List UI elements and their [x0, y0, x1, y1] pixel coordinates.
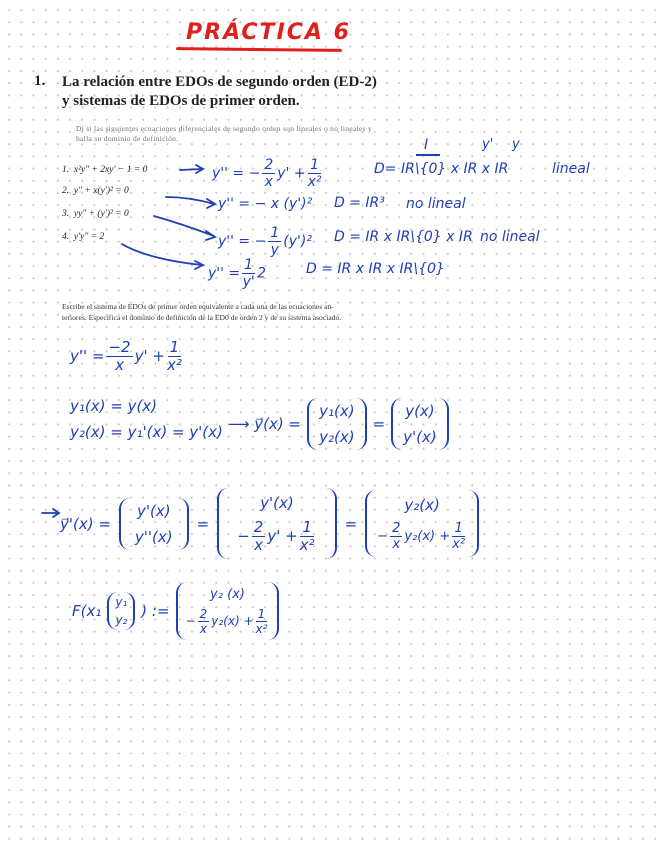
- col-header-i: I: [424, 137, 429, 153]
- annotation-1-domain: D= IR\{0} x IR x IR: [374, 161, 509, 177]
- col-header-y: y: [512, 137, 520, 152]
- annotation-2-domain: D = IR³: [334, 195, 385, 211]
- equation-2: 2. y″ + x(y′)² = 0: [62, 186, 129, 196]
- arrow-3: [154, 216, 214, 236]
- annotation-3-tag: no lineal: [480, 229, 540, 245]
- faded-line2: halla su dominio de definición.: [76, 134, 179, 143]
- equation-4: 4. y′y″ = 2: [62, 232, 105, 242]
- arrow-1: [180, 169, 202, 170]
- vector-b: y(x) y'(x): [391, 398, 449, 450]
- work-derivative: y⃗'(x) = y'(x) y''(x) = y'(x) − $\frac{2}{x}$ y' + $\frac{1}{\text{x²}}$ = y₂(x) − $\frac{2}{x}$ y₂(x) + $\frac{1}{\text{x²}}$: [60, 488, 479, 559]
- work-F-definition: F(x₁ y₁ y₂ ) := y₂ (x) − $\frac{2}{x}$ y₂(x) + $\frac{1}{\text{x²}}$: [72, 582, 279, 640]
- work-y2-def: y₂(x) = y₁'(x) = y'(x): [70, 423, 223, 441]
- work-y1-def: y₁(x) = y(x): [70, 397, 158, 415]
- instructions-line1: Escribe el sistema de EDOs de primer orden equivalente a cada una de las ecuaciones an-: [62, 302, 334, 311]
- page-title: PRÁCTICA 6: [186, 20, 351, 45]
- annotation-4-domain: D = IR x IR x IR\{0}: [306, 261, 445, 277]
- arrow-4: [122, 244, 202, 265]
- annotation-3-eq: y'' = − $\frac{1}{y}$ (y')²: [218, 225, 312, 258]
- F-args: y₁ y₂: [107, 592, 135, 630]
- derivative-c: y₂(x) − $\frac{2}{x}$ y₂(x) + $\frac{1}{\text{x²}}$: [365, 490, 479, 557]
- work-vector: ⟶ y⃗(x) = y₁(x) y₂(x) = y(x) y'(x): [228, 398, 449, 450]
- instructions-line2: teriores. Especifica el dominio de definición de la ED0 de orden 2 y de su sistema asociado.: [62, 313, 342, 322]
- F-result: y₂ (x) − $\frac{2}{x}$ y₂(x) + $\frac{1}{\text{x²}}$: [176, 582, 280, 640]
- question-number: 1.: [34, 73, 46, 89]
- col-header-y1: y': [482, 137, 494, 152]
- annotation-2-eq: y'' = − x (y')²: [218, 196, 313, 212]
- derivative-b: y'(x) − $\frac{2}{x}$ y' + $\frac{1}{\text{x²}}$: [217, 488, 336, 559]
- annotation-1-eq: y'' = − $\frac{2}{x}$ y' + $\frac{1}{\text{x²}}$: [212, 157, 322, 190]
- derivative-a: y'(x) y''(x): [119, 498, 189, 550]
- faded-line1: Di si las siguientes ecuaciones diferenciales de segundo orden son lineales o no lineales y: [76, 124, 372, 133]
- question-heading-line2: y sistemas de EDOs de primer orden.: [62, 93, 300, 109]
- vector-lhs: ⟶ y⃗(x) =: [228, 415, 302, 433]
- instructions: [62, 301, 402, 323]
- annotation-4-eq: y'' = $\frac{1}{y'}$ 2: [208, 257, 267, 290]
- annotation-1-tag: lineal: [552, 161, 590, 177]
- vector-a: y₁(x) y₂(x): [307, 398, 366, 450]
- annotation-2-tag: no lineal: [406, 196, 466, 212]
- equation-3: 3. yy″ + (y′)² = 0: [62, 209, 129, 219]
- question-heading-line1: La relación entre EDOs de segundo orden (ED-2): [62, 74, 377, 90]
- equation-1: 1. x²y″ + 2xy′ − 1 = 0: [62, 165, 148, 175]
- work-ode: y'' = $\frac{-2}{x}$ y' + $\frac{1}{\text{x²}}$: [70, 338, 182, 374]
- arrow-2: [166, 197, 214, 204]
- annotation-3-domain: D = IR x IR\{0} x IR: [334, 229, 473, 245]
- derivative-lhs: y⃗'(x) =: [60, 514, 111, 533]
